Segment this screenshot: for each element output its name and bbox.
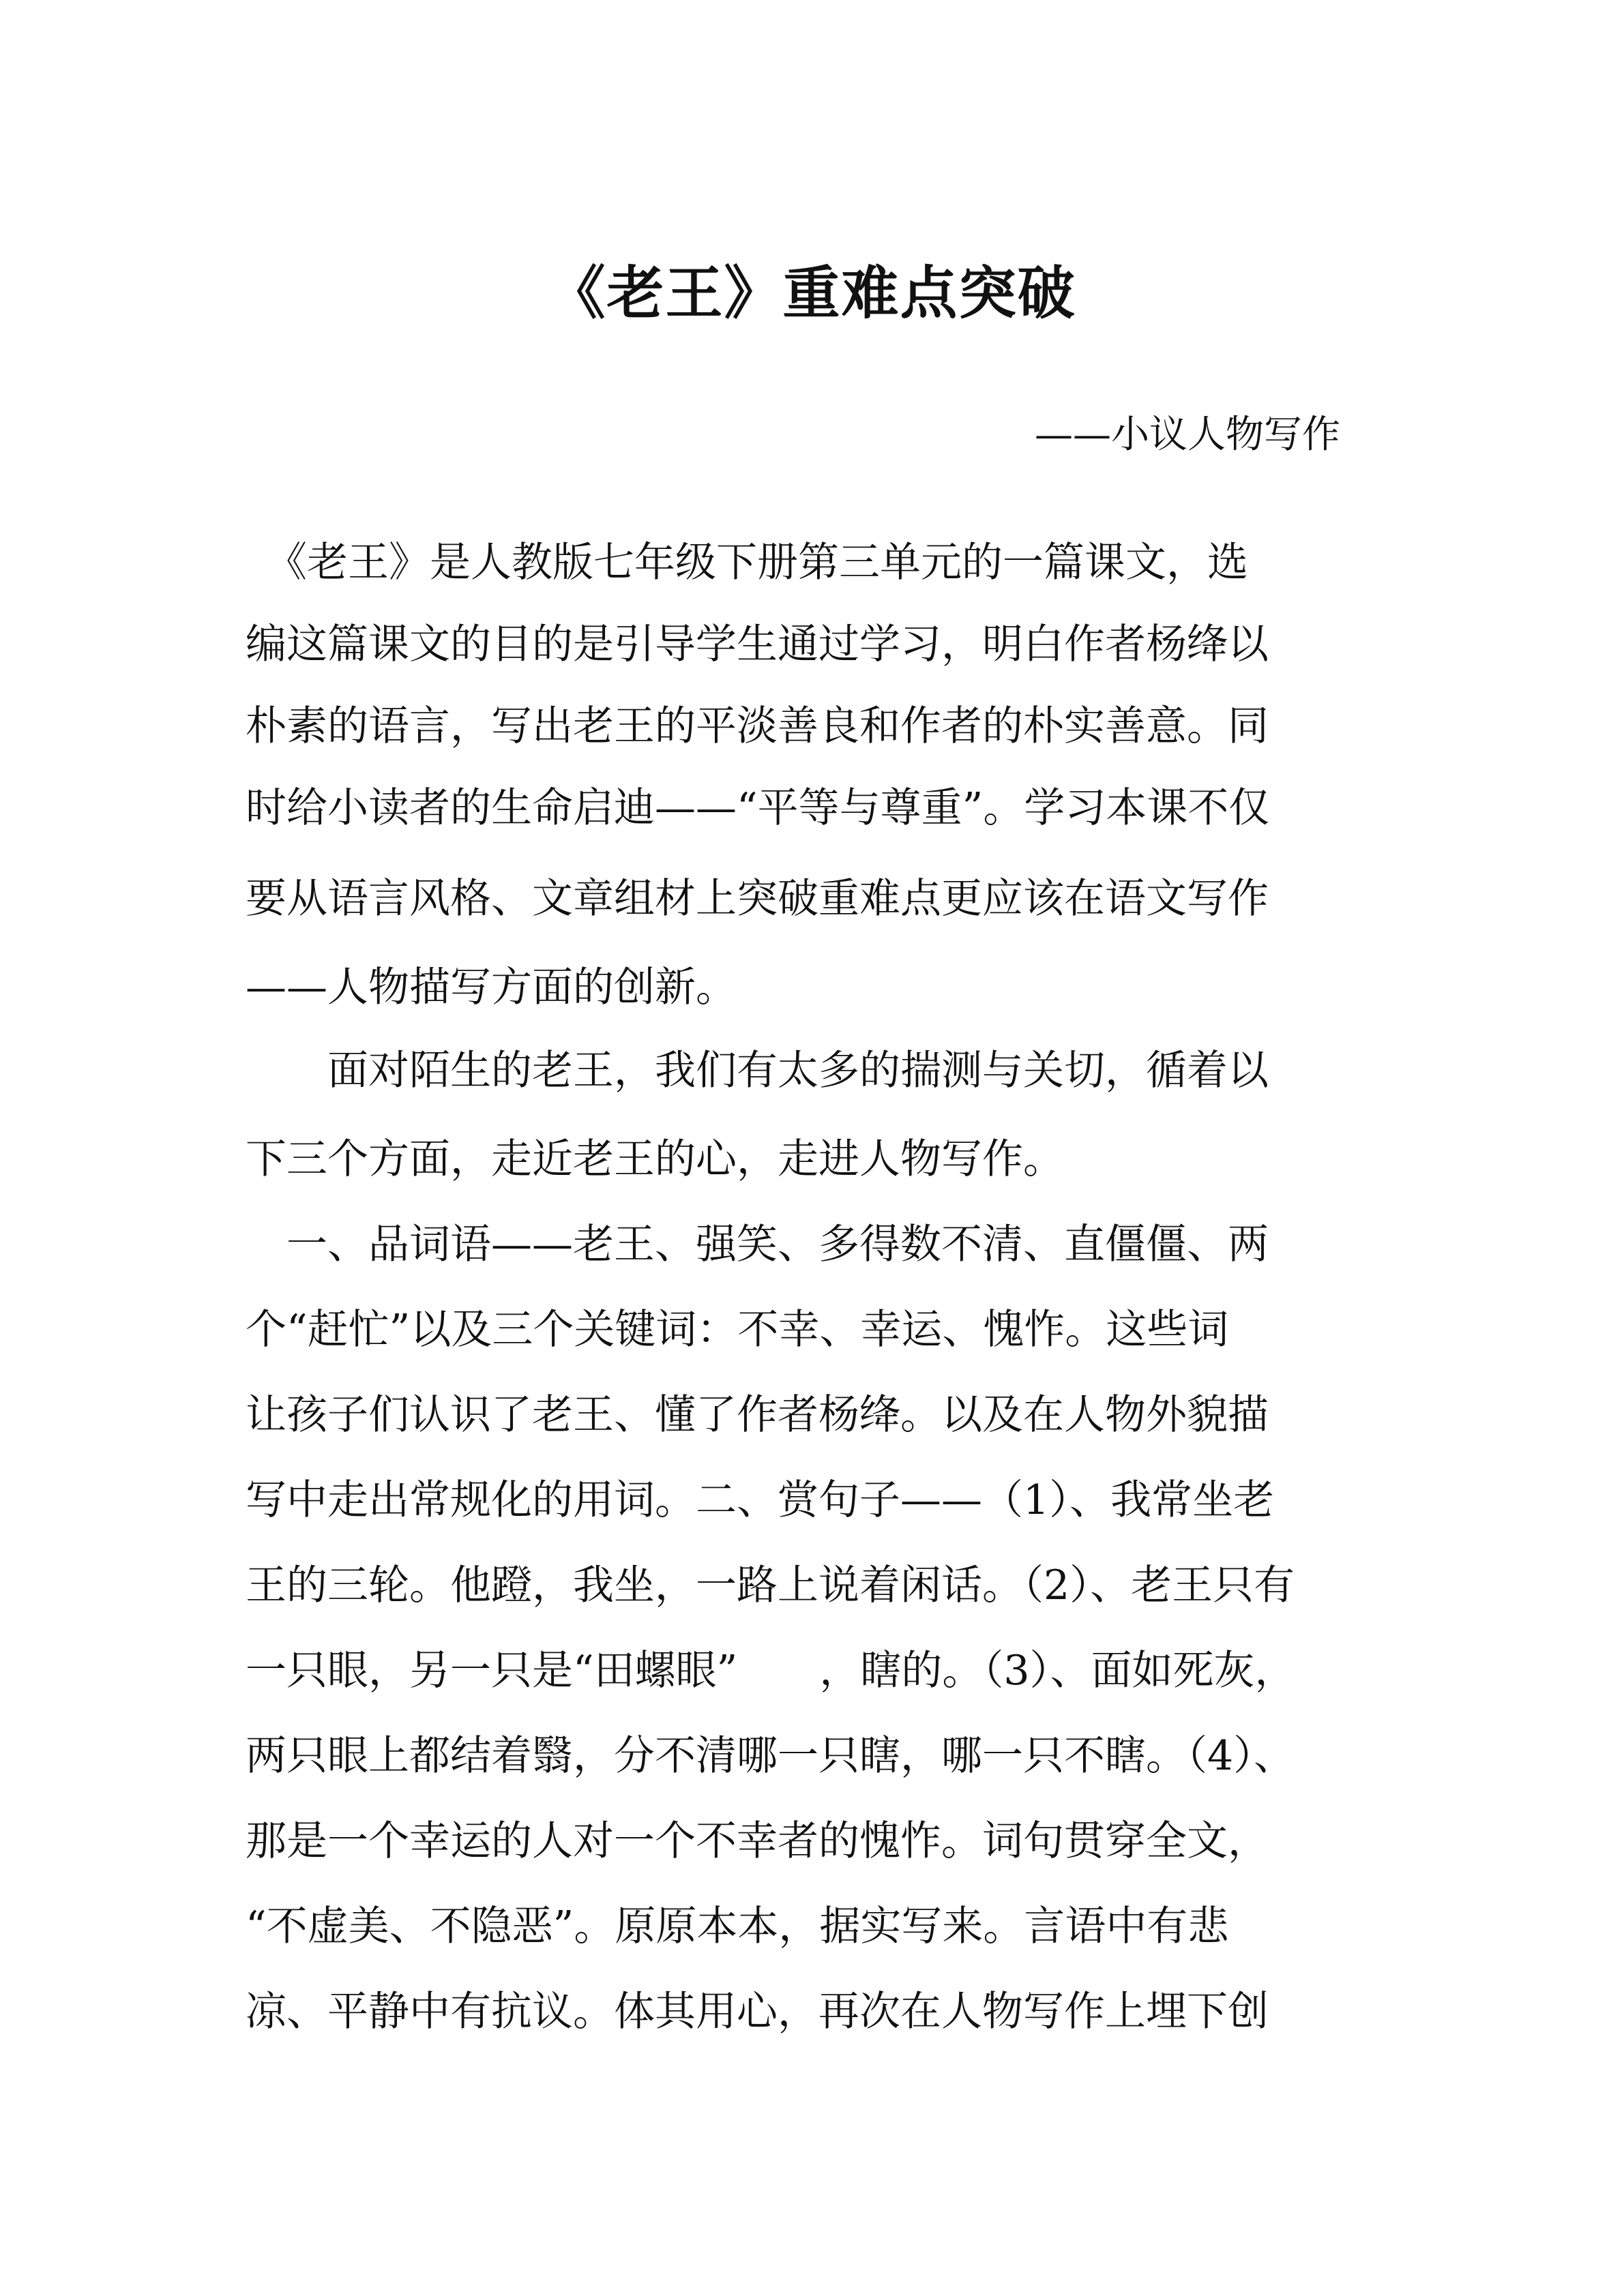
body-line-13: 王的三轮。他蹬，我坐，一路上说着闲话。（2）、老王只有 (246, 1562, 1295, 1609)
document-title: 《老王》重难点突破 (548, 259, 1076, 327)
body-line-10: 个“赶忙”以及三个关键词：不幸、幸运、愧怍。这些词 (246, 1306, 1229, 1354)
body-line-12: 写中走出常规化的用词。二、赏句子——（1）、我常坐老 (246, 1476, 1275, 1524)
body-line-1: 《老王》是人教版七年级下册第三单元的一篇课文，选 (246, 539, 1248, 586)
body-line-17: “不虚美、不隐恶”。原原本本，据实写来。言语中有悲 (246, 1903, 1229, 1950)
body-line-18: 凉、平静中有抗议。体其用心，再次在人物写作上埋下创 (246, 1988, 1269, 2036)
body-line-2: 编这篇课文的目的是引导学生通过学习，明白作者杨绛以 (246, 621, 1269, 668)
body-line-8: 下三个方面，走近老王的心，走进人物写作。 (246, 1135, 1064, 1183)
body-line-7: 面对陌生的老王，我们有太多的揣测与关切，循着以 (246, 1047, 1269, 1094)
body-line-16: 那是一个幸运的人对一个不幸者的愧怍。词句贯穿全文， (246, 1817, 1269, 1865)
body-line-4: 时给小读者的生命启迪——“平等与尊重”。学习本课不仅 (246, 784, 1270, 832)
body-line-14: 一只眼，另一只是“田螺眼” ，瞎的。（3）、面如死灰， (246, 1647, 1296, 1695)
body-line-15: 两只眼上都结着翳，分不清哪一只瞎，哪一只不瞎。（4）、 (246, 1732, 1295, 1780)
document-subtitle: ——小议人物写作 (1035, 413, 1340, 457)
body-line-11: 让孩子们认识了老王、懂了作者杨绛。以及在人物外貌描 (246, 1391, 1269, 1439)
body-line-3: 朴素的语言，写出老王的平淡善良和作者的朴实善意。同 (246, 702, 1269, 750)
body-line-9: 一、品词语——老王、强笑、多得数不清、直僵僵、两 (246, 1221, 1269, 1268)
body-line-6: ——人物描写方面的创新。 (246, 964, 737, 1011)
body-line-5: 要从语言风格、文章组材上突破重难点更应该在语文写作 (246, 875, 1269, 923)
